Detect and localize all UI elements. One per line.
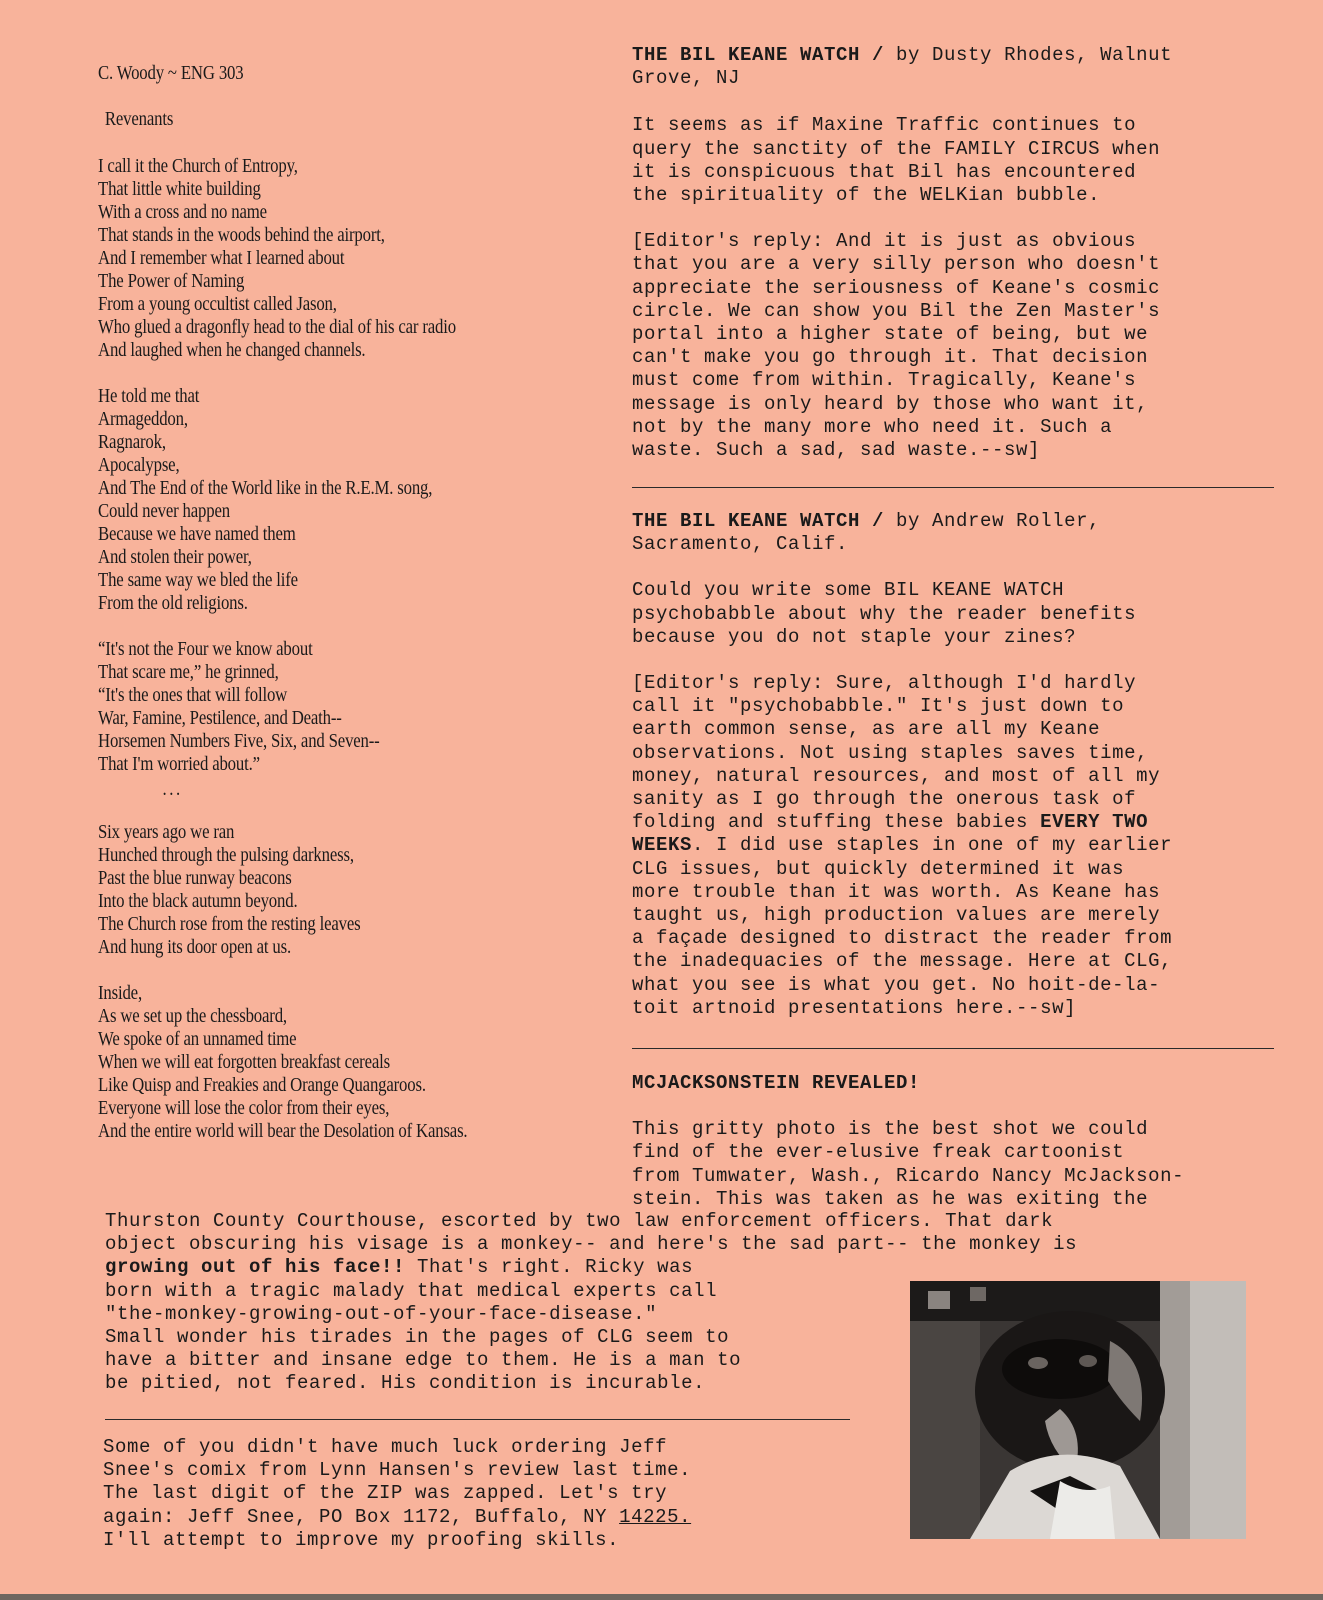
article-head: MCJACKSONSTEIN REVEALED!: [632, 1072, 921, 1094]
poem-line: As we set up the chessboard,: [98, 1006, 287, 1027]
note-line: [103, 1506, 691, 1529]
poem-line: Past the blue runway beacons: [98, 868, 292, 889]
note-line: The last digit of the ZIP was zapped. Let's try: [103, 1482, 668, 1505]
reply-text: . I did use staples in one of my earlier: [692, 834, 1173, 857]
jeff-snee-note: [103, 1436, 691, 1552]
reply-line: earth common sense, as are all my Keane: [632, 718, 1101, 741]
divider: [632, 1048, 1274, 1049]
reply-line: [Editor's reply: And it is just as obvious: [632, 230, 1137, 253]
letter-line: It seems as if Maxine Traffic continues to: [632, 114, 1137, 137]
article-head: THE BIL KEANE WATCH /: [632, 510, 885, 532]
poem-line: Armageddon,: [98, 409, 188, 430]
note-address: again: Jeff Snee, PO Box 1172, Buffalo, NY: [103, 1505, 620, 1528]
poem-line: I call it the Church of Entropy,: [98, 156, 298, 177]
reply-line: not by the many more who need it. Such a: [632, 415, 1113, 438]
reply-line: CLG issues, but quickly determined it was: [632, 857, 1125, 880]
reply-line: that you are a very silly person who doesn't: [632, 253, 1161, 276]
poem-line: We spoke of an unnamed time: [98, 1029, 297, 1050]
poem-ellipsis: ...: [162, 779, 183, 800]
note-zip: 14225.: [619, 1505, 692, 1528]
letter-line: query the sanctity of the FAMILY CIRCUS when: [632, 137, 1161, 160]
reply-line: a façade designed to distract the reader from: [632, 927, 1173, 950]
poem-line: Apocalypse,: [98, 455, 180, 476]
reply-line: call it "psychobabble." It's just down to: [632, 695, 1125, 718]
article-head: THE BIL KEANE WATCH /: [632, 44, 885, 66]
article-line: This gritty photo is the best shot we could: [632, 1118, 1149, 1141]
reply-line: [632, 811, 1277, 834]
article-byline: by Andrew Roller,: [884, 510, 1101, 532]
article-line: [105, 1256, 1077, 1279]
article-line: stein. This was taken as he was exiting the: [632, 1187, 1149, 1210]
poem-line: From the old religions.: [98, 593, 248, 614]
poem-line: And hung its door open at us.: [98, 937, 291, 958]
article-line: object obscuring his visage is a monkey-- and here's the sad part-- the monkey is: [105, 1233, 1078, 1256]
note-line: Some of you didn't have much luck ordering Jeff: [103, 1436, 668, 1458]
reply-line: the inadequacies of the message. Here at CLG,: [632, 950, 1173, 973]
poem-line: War, Famine, Pestilence, and Death--: [98, 708, 342, 729]
poem-line: And stolen their power,: [98, 547, 252, 568]
poem-line: The same way we bled the life: [98, 570, 298, 591]
article-line: Small wonder his tirades in the pages of CLG seem to: [105, 1326, 730, 1349]
article-emphasis: growing out of his face!!: [105, 1256, 406, 1279]
article-line: find of the ever-elusive freak cartoonist: [632, 1141, 1125, 1164]
poem-line: Like Quisp and Freakies and Orange Quangaroos.: [98, 1075, 426, 1096]
poem-line: And I remember what I learned about: [98, 248, 345, 269]
poem-line: “It's the ones that will follow: [98, 685, 288, 706]
poem-line: And laughed when he changed channels.: [98, 340, 366, 361]
reply-line: can't make you go through it. That decision: [632, 346, 1149, 369]
article-line: from Tumwater, Wash., Ricardo Nancy McJackson-: [632, 1164, 1185, 1187]
poem-line: From a young occultist called Jason,: [98, 294, 337, 315]
reply-text: folding and stuffing these babies: [632, 811, 1041, 834]
photo-illustration: [910, 1281, 1246, 1539]
reply-line: message is only heard by those who want it,: [632, 392, 1149, 415]
reply-line: money, natural resources, and most of all my: [632, 764, 1161, 787]
divider: [105, 1419, 850, 1420]
reply-line: more trouble than it was worth. As Keane has: [632, 880, 1161, 903]
poem-line: “It's not the Four we know about: [98, 639, 313, 660]
reply-line: portal into a higher state of being, but we: [632, 323, 1149, 346]
poem-line: That stands in the woods behind the airport,: [98, 225, 385, 246]
poem-line: Hunched through the pulsing darkness,: [98, 845, 354, 866]
article-byline-2: Sacramento, Calif.: [632, 533, 849, 556]
bil-keane-watch-2: [632, 510, 1277, 1020]
poem-line: Horsemen Numbers Five, Six, and Seven--: [98, 731, 380, 752]
poem-line: That little white building: [98, 179, 261, 200]
article-line: born with a tragic malady that medical experts call: [105, 1279, 718, 1302]
poem-stanza: [98, 155, 511, 362]
article-text: That's right. Ricky was: [405, 1256, 694, 1279]
poem-line: Everyone will lose the color from their eyes,: [98, 1098, 390, 1119]
article-line: "the-monkey-growing-out-of-your-face-disease.": [105, 1302, 658, 1325]
poem-line: With a cross and no name: [98, 202, 267, 223]
article-line: be pitied, not feared. His condition is incurable.: [105, 1372, 706, 1395]
article-heading: [632, 510, 1277, 533]
reply-line: taught us, high production values are merely: [632, 904, 1161, 927]
poem-line: Ragnarok,: [98, 432, 166, 453]
monkey-face-photo: [910, 1281, 1246, 1539]
letter-line: psychobabble about why the reader benefits: [632, 602, 1137, 625]
poem-line: And the entire world will bear the Desolation of Kansas.: [98, 1121, 468, 1142]
poem-stanza: [98, 385, 511, 615]
reply-line: sanity as I go through the onerous task of: [632, 788, 1137, 811]
poem-title: Revenants: [104, 109, 174, 130]
poem-line: That I'm worried about.”: [98, 754, 260, 775]
reply-line: must come from within. Tragically, Keane's: [632, 369, 1137, 392]
poem-line: The Church rose from the resting leaves: [98, 914, 361, 935]
poem-line: Into the black autumn beyond.: [98, 891, 298, 912]
poem-stanza: [98, 638, 511, 776]
reply-emphasis: EVERY TWO: [1040, 811, 1149, 834]
reply-line: what you see is what you get. No hoit-de-la-: [632, 973, 1161, 996]
poem-line: Because we have named them: [98, 524, 296, 545]
poem-byline: C. Woody ~ ENG 303: [98, 63, 244, 84]
page-edge: [0, 1594, 1323, 1600]
poem-stanza: [98, 982, 511, 1143]
poem-line: And The End of the World like in the R.E.M. song,: [98, 478, 433, 499]
divider: [632, 487, 1274, 488]
reply-line: circle. We can show you Bil the Zen Master's: [632, 299, 1161, 322]
poem-line: Six years ago we ran: [98, 822, 235, 843]
reply-emphasis: WEEKS: [632, 834, 693, 857]
letter-line: it is conspicuous that Bil has encountered: [632, 160, 1137, 183]
note-line: Snee's comix from Lynn Hansen's review last time.: [103, 1459, 692, 1482]
poem-line: Could never happen: [98, 501, 230, 522]
article-heading: [632, 44, 1277, 67]
poem-stanza: [98, 821, 511, 959]
poem-line: That scare me,” he grinned,: [98, 662, 279, 683]
reply-line: waste. Such a sad, sad waste.--sw]: [632, 439, 1041, 462]
poem-line: The Power of Naming: [98, 271, 245, 292]
poem-line: Who glued a dragonfly head to the dial of his car radio: [98, 317, 456, 338]
reply-line: observations. Not using staples saves time,: [632, 741, 1149, 764]
reply-line: toit artnoid presentations here.--sw]: [632, 996, 1077, 1019]
poem-line: Inside,: [98, 983, 142, 1004]
article-line: have a bitter and insane edge to them. He is a man to: [105, 1349, 742, 1372]
reply-line: [632, 834, 1277, 857]
article-line: Thurston County Courthouse, escorted by two law enforcement officers. That dark: [105, 1210, 1054, 1232]
letter-line: the spirituality of the WELKian bubble.: [632, 184, 1101, 207]
poem-line: When we will eat forgotten breakfast cereals: [98, 1052, 390, 1073]
letter-line: Could you write some BIL KEANE WATCH: [632, 579, 1065, 602]
letter-line: because you do not staple your zines?: [632, 625, 1077, 648]
poem: [98, 62, 511, 1166]
article-byline: by Dusty Rhodes, Walnut: [884, 44, 1173, 66]
article-byline-2: Grove, NJ: [632, 67, 741, 90]
reply-line: appreciate the seriousness of Keane's cosmic: [632, 276, 1161, 299]
reply-line: [Editor's reply: Sure, although I'd hardly: [632, 672, 1137, 695]
mcjacksonstein-article: [632, 1072, 1277, 1211]
poem-line: He told me that: [98, 386, 200, 407]
bil-keane-watch-1: [632, 44, 1277, 462]
note-line: I'll attempt to improve my proofing skills.: [103, 1528, 620, 1551]
